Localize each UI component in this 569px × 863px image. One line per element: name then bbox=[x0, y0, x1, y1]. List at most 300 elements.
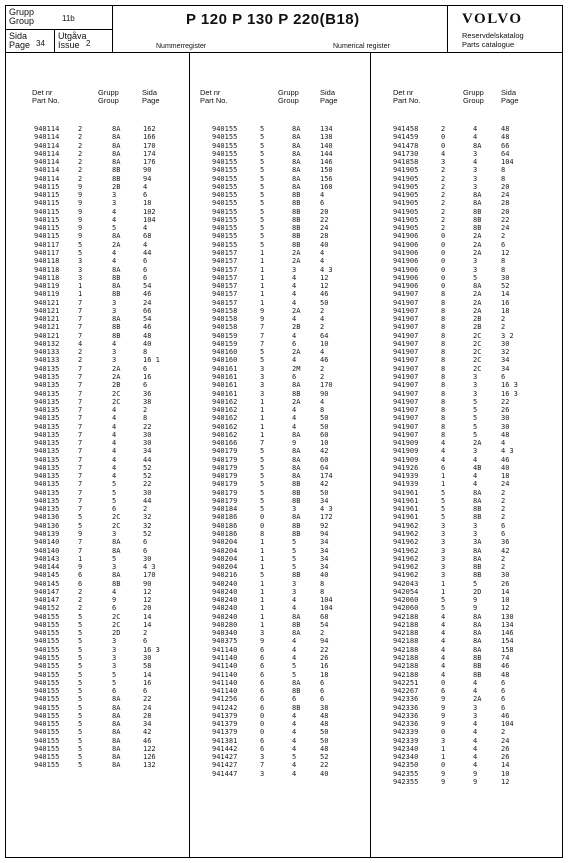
group-code: 2C bbox=[473, 331, 482, 340]
table-row bbox=[6, 596, 189, 604]
part-number: 940155 bbox=[212, 191, 238, 200]
table-row bbox=[6, 580, 189, 588]
page-number: 46 bbox=[143, 323, 152, 332]
table-row bbox=[6, 646, 189, 654]
group-code: 5 bbox=[292, 670, 297, 679]
group-code: 4 bbox=[112, 447, 117, 456]
part-suffix: 1 bbox=[441, 753, 446, 762]
group-code: 4 bbox=[473, 472, 478, 481]
table-row bbox=[190, 398, 370, 406]
table-row bbox=[190, 241, 370, 249]
part-number: 940114 bbox=[34, 149, 60, 158]
part-suffix: 3 bbox=[260, 364, 265, 373]
group-code: 4 bbox=[473, 753, 478, 762]
group-code: 8A bbox=[292, 381, 301, 390]
group-code: 8A bbox=[473, 141, 482, 150]
group-code: 8A bbox=[473, 488, 482, 497]
group-code: 8B bbox=[292, 480, 301, 489]
part-suffix: 8 bbox=[441, 331, 446, 340]
part-number: 941459 bbox=[393, 133, 419, 142]
part-suffix: 5 bbox=[260, 191, 265, 200]
page-number: 46 bbox=[143, 736, 152, 745]
page-number: 46 bbox=[501, 662, 510, 671]
group-code: 3 bbox=[112, 637, 117, 646]
part-suffix: 2 bbox=[78, 174, 83, 183]
group-code: 4 bbox=[112, 422, 117, 431]
group-code: 2C bbox=[112, 620, 121, 629]
group-code: 4 bbox=[292, 744, 297, 753]
table-row bbox=[6, 464, 189, 472]
part-number: 941905 bbox=[393, 174, 419, 183]
table-row bbox=[371, 547, 561, 555]
part-number: 940155 bbox=[34, 662, 60, 671]
page-number: 26 bbox=[320, 654, 329, 662]
part-suffix: 4 bbox=[441, 149, 446, 158]
page-number: 38 bbox=[143, 397, 152, 406]
group-code: 4 bbox=[473, 455, 478, 464]
catalog-title-sv: Reservdelskatalog bbox=[462, 31, 524, 40]
page-number: 14 bbox=[501, 290, 510, 299]
group-code: 3 bbox=[112, 645, 117, 654]
page-number: 2 bbox=[501, 488, 506, 497]
page-number: 8 bbox=[501, 174, 506, 183]
table-row bbox=[6, 348, 189, 356]
part-suffix: 9 bbox=[78, 199, 83, 208]
table-row bbox=[190, 489, 370, 497]
part-number: 940155 bbox=[34, 654, 60, 662]
group-code: 3 bbox=[112, 654, 117, 662]
table-row bbox=[190, 175, 370, 183]
group-code: 8B bbox=[292, 199, 301, 208]
part-suffix: 7 bbox=[260, 439, 265, 448]
table-row bbox=[6, 249, 189, 257]
group-code: 4 bbox=[292, 761, 297, 770]
page-number: 50 bbox=[320, 414, 329, 423]
part-number: 941909 bbox=[393, 447, 419, 456]
page-number: 68 bbox=[143, 232, 152, 241]
part-number: 941379 bbox=[212, 728, 238, 737]
table-row bbox=[190, 728, 370, 736]
table-row bbox=[190, 323, 370, 331]
part-suffix: 9 bbox=[441, 769, 446, 778]
part-number: 941140 bbox=[212, 670, 238, 679]
group-code: 3 bbox=[112, 563, 117, 572]
table-row bbox=[6, 753, 189, 761]
group-code: 4 bbox=[112, 463, 117, 472]
table-row bbox=[371, 538, 561, 546]
table-row bbox=[190, 547, 370, 555]
part-suffix: 5 bbox=[260, 447, 265, 456]
table-row bbox=[190, 555, 370, 563]
page-number: 6 bbox=[501, 703, 506, 712]
page-number: 4 bbox=[320, 348, 325, 357]
part-number: 940155 bbox=[34, 761, 60, 770]
table-row bbox=[6, 522, 189, 530]
page-number: 20 bbox=[501, 182, 510, 191]
part-suffix: 7 bbox=[78, 546, 83, 555]
group-code: 2A bbox=[473, 298, 482, 307]
part-number: 940166 bbox=[212, 439, 238, 448]
part-suffix: 5 bbox=[441, 604, 446, 613]
page-number: 30 bbox=[501, 339, 510, 348]
table-row bbox=[371, 472, 561, 480]
group-code: 4 bbox=[112, 257, 117, 266]
page-number: 6 bbox=[320, 695, 325, 704]
page-number: 30 bbox=[143, 439, 152, 448]
group-code: 2A bbox=[473, 695, 482, 704]
part-suffix: 5 bbox=[260, 488, 265, 497]
part-suffix: 3 bbox=[441, 563, 446, 572]
group-code: 3 bbox=[112, 298, 117, 307]
table-row bbox=[371, 778, 561, 786]
page-value: 34 bbox=[36, 39, 45, 48]
part-number: 940159 bbox=[212, 339, 238, 348]
table-row bbox=[190, 257, 370, 265]
part-suffix: 4 bbox=[441, 645, 446, 654]
group-code: 3 bbox=[112, 199, 117, 208]
table-row bbox=[190, 596, 370, 604]
part-suffix: 5 bbox=[78, 695, 83, 704]
page-number: 34 bbox=[501, 356, 510, 365]
page-number: 24 bbox=[143, 703, 152, 712]
page-header-col: Sida Page bbox=[501, 88, 519, 105]
page-number: 28 bbox=[320, 232, 329, 241]
group-code: 5 bbox=[292, 662, 297, 671]
part-number: 940115 bbox=[34, 199, 60, 208]
group-code: 9 bbox=[473, 777, 478, 786]
group-code: 8B bbox=[292, 571, 301, 580]
group-code: 2A bbox=[292, 248, 301, 257]
page-number: 174 bbox=[320, 472, 333, 481]
part-suffix: 5 bbox=[78, 736, 83, 745]
table-row bbox=[371, 770, 561, 778]
table-row bbox=[6, 133, 189, 141]
part-suffix: 7 bbox=[78, 463, 83, 472]
part-number: 941379 bbox=[212, 720, 238, 729]
part-number: 940155 bbox=[34, 736, 60, 745]
group-code: 8A bbox=[292, 166, 301, 175]
part-suffix: 9 bbox=[260, 315, 265, 324]
part-number: 940135 bbox=[34, 372, 60, 381]
page-number: 18 bbox=[501, 306, 510, 315]
part-suffix: 5 bbox=[78, 513, 83, 522]
page-number: 2 bbox=[501, 513, 506, 522]
group-code: 4 bbox=[473, 687, 478, 696]
group-code: 4 bbox=[292, 290, 297, 299]
page-number: 30 bbox=[143, 654, 152, 662]
group-code: 8B bbox=[292, 521, 301, 530]
table-row bbox=[6, 489, 189, 497]
page-number: 2 bbox=[501, 563, 506, 572]
page-number: 52 bbox=[143, 463, 152, 472]
table-row bbox=[6, 745, 189, 753]
table-row bbox=[371, 315, 561, 323]
part-suffix: 1 bbox=[260, 554, 265, 563]
group-code: 3 bbox=[112, 191, 117, 200]
page-number: 6 bbox=[320, 687, 325, 696]
page-number: 34 bbox=[143, 447, 152, 456]
table-row bbox=[6, 687, 189, 695]
page-number: 26 bbox=[501, 744, 510, 753]
part-number: 941478 bbox=[393, 141, 419, 150]
header-divider bbox=[112, 6, 113, 52]
part-suffix: 4 bbox=[441, 662, 446, 671]
table-row bbox=[371, 299, 561, 307]
part-suffix: 0 bbox=[441, 232, 446, 241]
part-number: 940135 bbox=[34, 488, 60, 497]
part-suffix: 8 bbox=[441, 389, 446, 398]
part-number: 942188 bbox=[393, 629, 419, 638]
part-suffix: 3 bbox=[260, 769, 265, 778]
table-row bbox=[371, 571, 561, 579]
part-number: 940133 bbox=[34, 356, 60, 365]
page-number: 66 bbox=[143, 306, 152, 315]
page-number: 10 bbox=[320, 339, 329, 348]
part-suffix: 0 bbox=[441, 248, 446, 257]
part-number: 940179 bbox=[212, 472, 238, 481]
page-number: 6 bbox=[501, 372, 506, 381]
page-number: 6 bbox=[501, 695, 506, 704]
part-number: 941858 bbox=[393, 158, 419, 167]
table-row bbox=[190, 571, 370, 579]
part-number: 940240 bbox=[212, 579, 238, 588]
table-row bbox=[190, 183, 370, 191]
page-number: 22 bbox=[320, 645, 329, 654]
part-number: 940158 bbox=[212, 315, 238, 324]
group-code: 9 bbox=[473, 604, 478, 613]
part-suffix: 7 bbox=[78, 298, 83, 307]
page-number: 74 bbox=[501, 654, 510, 662]
group-code: 5 bbox=[112, 554, 117, 563]
group-code: 2A bbox=[112, 240, 121, 249]
group-code: 4 bbox=[112, 472, 117, 481]
page-number: 22 bbox=[143, 422, 152, 431]
issue-value: 2 bbox=[86, 39, 91, 48]
group-code: 4 bbox=[292, 728, 297, 737]
page-number: 22 bbox=[143, 480, 152, 489]
part-number: 940115 bbox=[34, 182, 60, 191]
page-number: 16 bbox=[143, 372, 152, 381]
part-suffix: 9 bbox=[78, 215, 83, 224]
page-number: 2 bbox=[320, 629, 325, 638]
part-suffix: 2 bbox=[441, 125, 446, 133]
page-number: 6 bbox=[143, 273, 148, 282]
part-suffix: 5 bbox=[260, 149, 265, 158]
part-number: 940155 bbox=[34, 711, 60, 720]
table-row bbox=[190, 753, 370, 761]
page-number: 48 bbox=[320, 720, 329, 729]
table-row bbox=[371, 216, 561, 224]
table-row bbox=[6, 216, 189, 224]
part-suffix: 2 bbox=[441, 174, 446, 183]
part-suffix: 3 bbox=[260, 629, 265, 638]
part-suffix: 7 bbox=[78, 496, 83, 505]
table-row bbox=[371, 497, 561, 505]
part-number: 941906 bbox=[393, 248, 419, 257]
group-code: 4 bbox=[473, 480, 478, 489]
part-number: 940155 bbox=[212, 125, 238, 133]
group-code: 2C bbox=[112, 397, 121, 406]
group-code: 8B bbox=[292, 207, 301, 216]
page-number: 2 bbox=[501, 315, 506, 324]
page-number: 4 3 bbox=[320, 505, 333, 514]
part-suffix: 2 bbox=[78, 149, 83, 158]
table-row bbox=[6, 728, 189, 736]
page-number: 30 bbox=[143, 488, 152, 497]
part-suffix: 5 bbox=[78, 612, 83, 621]
part-suffix: 2 bbox=[78, 348, 83, 357]
group-code: 8B bbox=[473, 513, 482, 522]
table-row bbox=[6, 704, 189, 712]
part-number: 940155 bbox=[212, 149, 238, 158]
part-number: 941907 bbox=[393, 422, 419, 431]
part-suffix: 3 bbox=[441, 571, 446, 580]
group-code: 3 bbox=[473, 166, 478, 175]
group-code: 4 bbox=[473, 720, 478, 729]
group-code: 8A bbox=[473, 612, 482, 621]
page-header-col: Sida Page bbox=[142, 88, 160, 105]
group-code: 5 bbox=[112, 488, 117, 497]
group-code: 2C bbox=[112, 612, 121, 621]
group-code: 8B bbox=[473, 563, 482, 572]
table-row bbox=[371, 728, 561, 736]
group-code: 8A bbox=[112, 141, 121, 150]
group-code: 8A bbox=[112, 720, 121, 729]
part-number: 940147 bbox=[34, 587, 60, 596]
page-number: 50 bbox=[320, 488, 329, 497]
table-row bbox=[371, 555, 561, 563]
part-number: 940160 bbox=[212, 356, 238, 365]
table-row bbox=[371, 241, 561, 249]
group-code: 2C bbox=[473, 339, 482, 348]
page-number: 60 bbox=[320, 430, 329, 439]
group-code: 8B bbox=[473, 505, 482, 514]
group-code: 4 bbox=[292, 769, 297, 778]
part-number: 941962 bbox=[393, 538, 419, 547]
group-code: 8B bbox=[292, 687, 301, 696]
part-suffix: 5 bbox=[78, 728, 83, 737]
page-number: 48 bbox=[320, 744, 329, 753]
part-suffix: 9 bbox=[78, 224, 83, 233]
part-suffix: 1 bbox=[260, 579, 265, 588]
part-suffix: 0 bbox=[441, 282, 446, 291]
group-code: 2D bbox=[473, 587, 482, 596]
table-row bbox=[6, 232, 189, 240]
page-number: 46 bbox=[501, 455, 510, 464]
part-suffix: 2 bbox=[78, 125, 83, 133]
table-row bbox=[371, 489, 561, 497]
part-suffix: 2 bbox=[78, 604, 83, 613]
part-number: 940204 bbox=[212, 546, 238, 555]
page-number: 6 bbox=[501, 530, 506, 539]
utgava-label: Utgåva bbox=[58, 31, 87, 41]
nummerregister-label: Nummerregister bbox=[156, 43, 207, 50]
group-code: 4 bbox=[112, 414, 117, 423]
group-code: 4 bbox=[112, 207, 117, 216]
page-number: 134 bbox=[501, 620, 514, 629]
part-number: 940240 bbox=[212, 612, 238, 621]
part-suffix: 5 bbox=[441, 488, 446, 497]
page-number: 44 bbox=[143, 248, 152, 257]
part-suffix: 0 bbox=[260, 513, 265, 522]
part-suffix: 1 bbox=[260, 298, 265, 307]
part-number: 942267 bbox=[393, 687, 419, 696]
part-suffix: 8 bbox=[441, 339, 446, 348]
table-row bbox=[6, 142, 189, 150]
part-number: 940179 bbox=[212, 455, 238, 464]
table-row bbox=[190, 613, 370, 621]
table-row bbox=[6, 505, 189, 513]
part-suffix: 4 bbox=[441, 620, 446, 629]
page-number: 24 bbox=[320, 224, 329, 233]
page-number: 14 bbox=[143, 612, 152, 621]
page-number: 2 bbox=[143, 629, 148, 638]
group-code: 8A bbox=[473, 554, 482, 563]
group-code: 5 bbox=[473, 273, 478, 282]
part-suffix: 4 bbox=[441, 612, 446, 621]
page-number: 6 bbox=[143, 687, 148, 696]
part-number: 942188 bbox=[393, 670, 419, 679]
part-suffix: 3 bbox=[441, 158, 446, 167]
table-row bbox=[371, 480, 561, 488]
part-suffix: 1 bbox=[260, 414, 265, 423]
part-suffix: 4 bbox=[441, 654, 446, 662]
group-code: 4 bbox=[292, 356, 297, 365]
table-row bbox=[371, 166, 561, 174]
part-number: 941907 bbox=[393, 348, 419, 357]
part-number: 940155 bbox=[212, 232, 238, 241]
table-row bbox=[190, 414, 370, 422]
page-number: 3 2 bbox=[501, 331, 514, 340]
part-suffix: 6 bbox=[260, 670, 265, 679]
table-row bbox=[6, 712, 189, 720]
table-row bbox=[371, 381, 561, 389]
part-suffix: 0 bbox=[260, 720, 265, 729]
page-number: 36 bbox=[143, 389, 152, 398]
group-value: 11b bbox=[62, 14, 75, 23]
part-suffix: 0 bbox=[260, 711, 265, 720]
part-suffix: 5 bbox=[78, 670, 83, 679]
part-number: 941907 bbox=[393, 381, 419, 390]
part-suffix: 8 bbox=[441, 348, 446, 357]
page-number: 34 bbox=[143, 720, 152, 729]
part-suffix: 8 bbox=[441, 306, 446, 315]
page-number: 34 bbox=[320, 563, 329, 572]
page-number: 16 bbox=[320, 662, 329, 671]
page-number: 4 bbox=[143, 224, 148, 233]
part-number: 940114 bbox=[34, 125, 60, 133]
table-row bbox=[371, 398, 561, 406]
page-number: 90 bbox=[143, 579, 152, 588]
part-number: 940155 bbox=[34, 637, 60, 646]
part-number: 940114 bbox=[34, 133, 60, 142]
table-row bbox=[6, 637, 189, 645]
table-row bbox=[6, 191, 189, 199]
table-row bbox=[6, 439, 189, 447]
group-code: 8A bbox=[292, 678, 301, 687]
part-number: 941242 bbox=[212, 703, 238, 712]
group-code: 8A bbox=[112, 232, 121, 241]
table-row bbox=[371, 290, 561, 298]
table-row bbox=[190, 580, 370, 588]
group-code: 8A bbox=[112, 158, 121, 167]
part-suffix: 9 bbox=[441, 720, 446, 729]
table-row bbox=[371, 208, 561, 216]
part-suffix: 7 bbox=[260, 323, 265, 332]
group-code: 8B bbox=[473, 662, 482, 671]
table-row bbox=[371, 588, 561, 596]
page-number: 104 bbox=[320, 604, 333, 613]
